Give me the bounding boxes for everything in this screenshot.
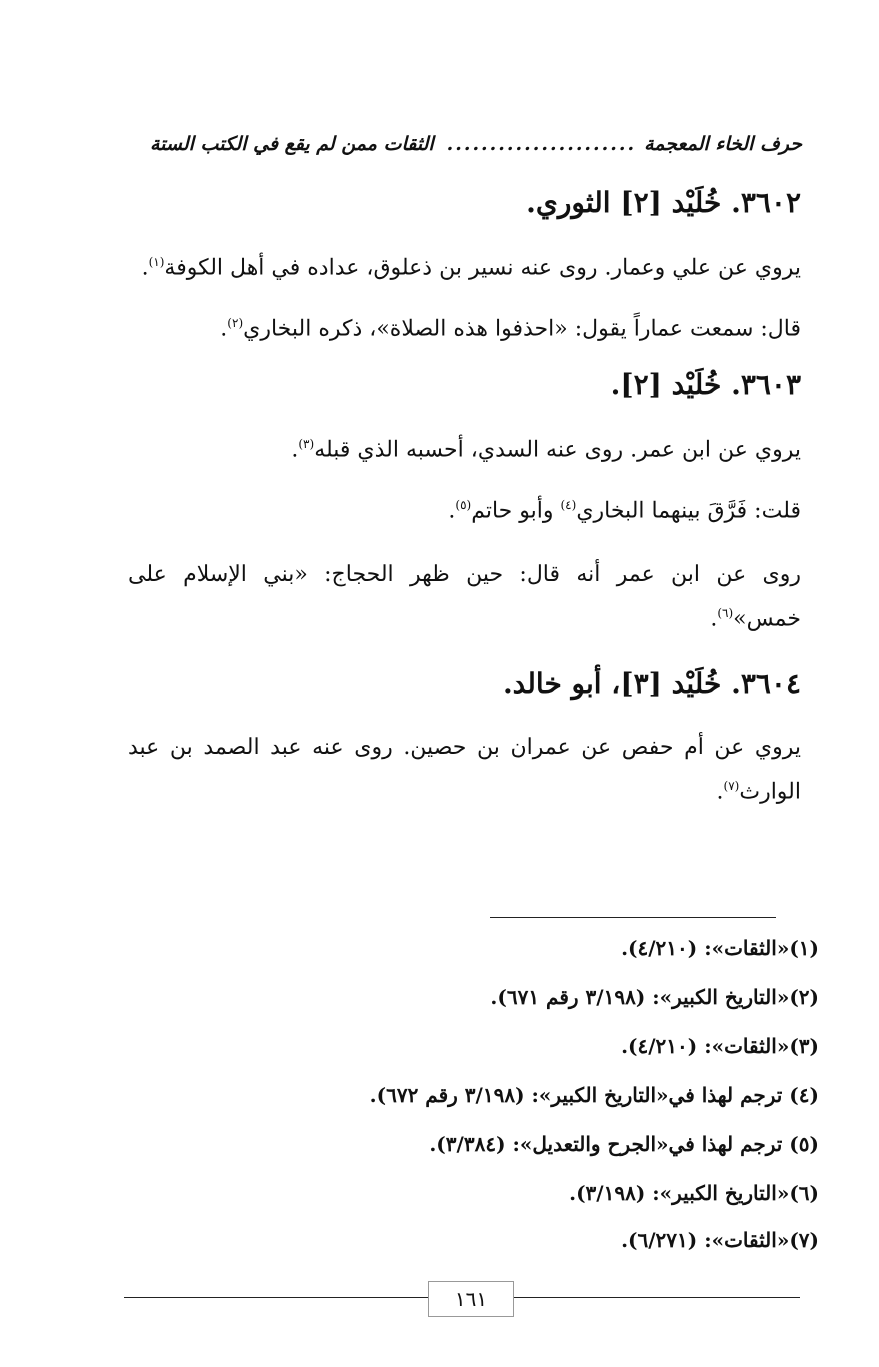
footnote-marker: (١)	[148, 255, 165, 269]
entry-3603-paragraph-2: قلت: فَرَّقَ بينهما البخاري$^{(٤)}$ وأبو حاتم$^{(٥)}$.	[448, 498, 801, 524]
footnote-6: (٦)«التاريخ الكبير»: (٣/١٩٨).	[569, 1181, 819, 1205]
entry-3602-paragraph-2: قال: سمعت عماراً يقول: «احذفوا هذه الصلاة»، ذكره البخاري$^{(٢)}$.	[220, 316, 801, 342]
footnote-marker: (٥)	[455, 498, 472, 512]
footnote-marker: (٦)	[717, 606, 734, 620]
entry-title-3603: ٣٦٠٣. خُلَيْد [٢].	[610, 368, 801, 401]
entry-3603-paragraph-3-line-1: روى عن ابن عمر أنه قال: حين ظهر الحجاج: «بني الإسلام على	[128, 562, 801, 587]
page-number: ١٦١	[428, 1281, 514, 1317]
footnote-marker: (٧)	[723, 779, 740, 793]
header-dot-leader: ......................	[446, 133, 637, 155]
footnote-7: (٧)«الثقات»: (٦/٢٧١).	[621, 1228, 819, 1252]
footnote-3: (٣)«الثقات»: (٤/٢١٠).	[621, 1034, 819, 1058]
footnote-separator	[490, 917, 776, 918]
footnote-5: (٥) ترجم لهذا في«الجرح والتعديل»: (٣/٣٨٤).	[429, 1132, 819, 1156]
header-letter-section: حرف الخاء المعجمة	[644, 133, 802, 155]
paragraph-text: وأبو حاتم	[471, 498, 561, 524]
entry-3602-paragraph-1: يروي عن علي وعمار. روى عنه نسير بن ذعلوق، عداده في أهل الكوفة$^{(١)}$.	[141, 255, 801, 281]
entry-title-3602: ٣٦٠٢. خُلَيْد [٢] الثوري.	[526, 186, 801, 219]
paragraph-text: يروي عن ابن عمر. روى عنه السدي، أحسبه الذي قبله	[314, 437, 801, 463]
entry-3604-paragraph-1-line-2: الوارث$^{(٧)}$.	[716, 779, 801, 805]
footnote-marker: (٤)	[560, 498, 577, 512]
footnote-4: (٤) ترجم لهذا في«التاريخ الكبير»: (٣/١٩٨ رقم ٦٧٢).	[369, 1083, 819, 1107]
running-header	[150, 126, 802, 162]
entry-title-3604: ٣٦٠٤. خُلَيْد [٣]، أبو خالد.	[502, 667, 801, 700]
footnote-1: (١)«الثقات»: (٤/٢١٠).	[621, 936, 819, 960]
entry-3603-paragraph-3-line-2: خمس»$^{(٦)}$.	[710, 606, 801, 632]
footnote-marker: (٢)	[227, 316, 244, 330]
entry-3604-paragraph-1-line-1: يروي عن أم حفص عن عمران بن حصين. روى عنه عبد الصمد بن عبد	[128, 735, 801, 760]
header-book-title: الثقات ممن لم يقع في الكتب الستة	[150, 133, 434, 155]
footnote-marker: (٣)	[298, 437, 315, 451]
paragraph-text: الوارث	[739, 779, 801, 805]
paragraph-text: قلت: فَرَّقَ بينهما البخاري	[576, 498, 801, 524]
paragraph-text: خمس»	[733, 606, 801, 632]
paragraph-text: قال: سمعت عماراً يقول: «احذفوا هذه الصلاة»، ذكره البخاري	[243, 316, 801, 342]
paragraph-text: يروي عن علي وعمار. روى عنه نسير بن ذعلوق، عداده في أهل الكوفة	[164, 255, 801, 281]
entry-3603-paragraph-1: يروي عن ابن عمر. روى عنه السدي، أحسبه الذي قبله$^{(٣)}$.	[291, 437, 801, 463]
footnote-2: (٢)«التاريخ الكبير»: (٣/١٩٨ رقم ٦٧١).	[490, 985, 819, 1009]
